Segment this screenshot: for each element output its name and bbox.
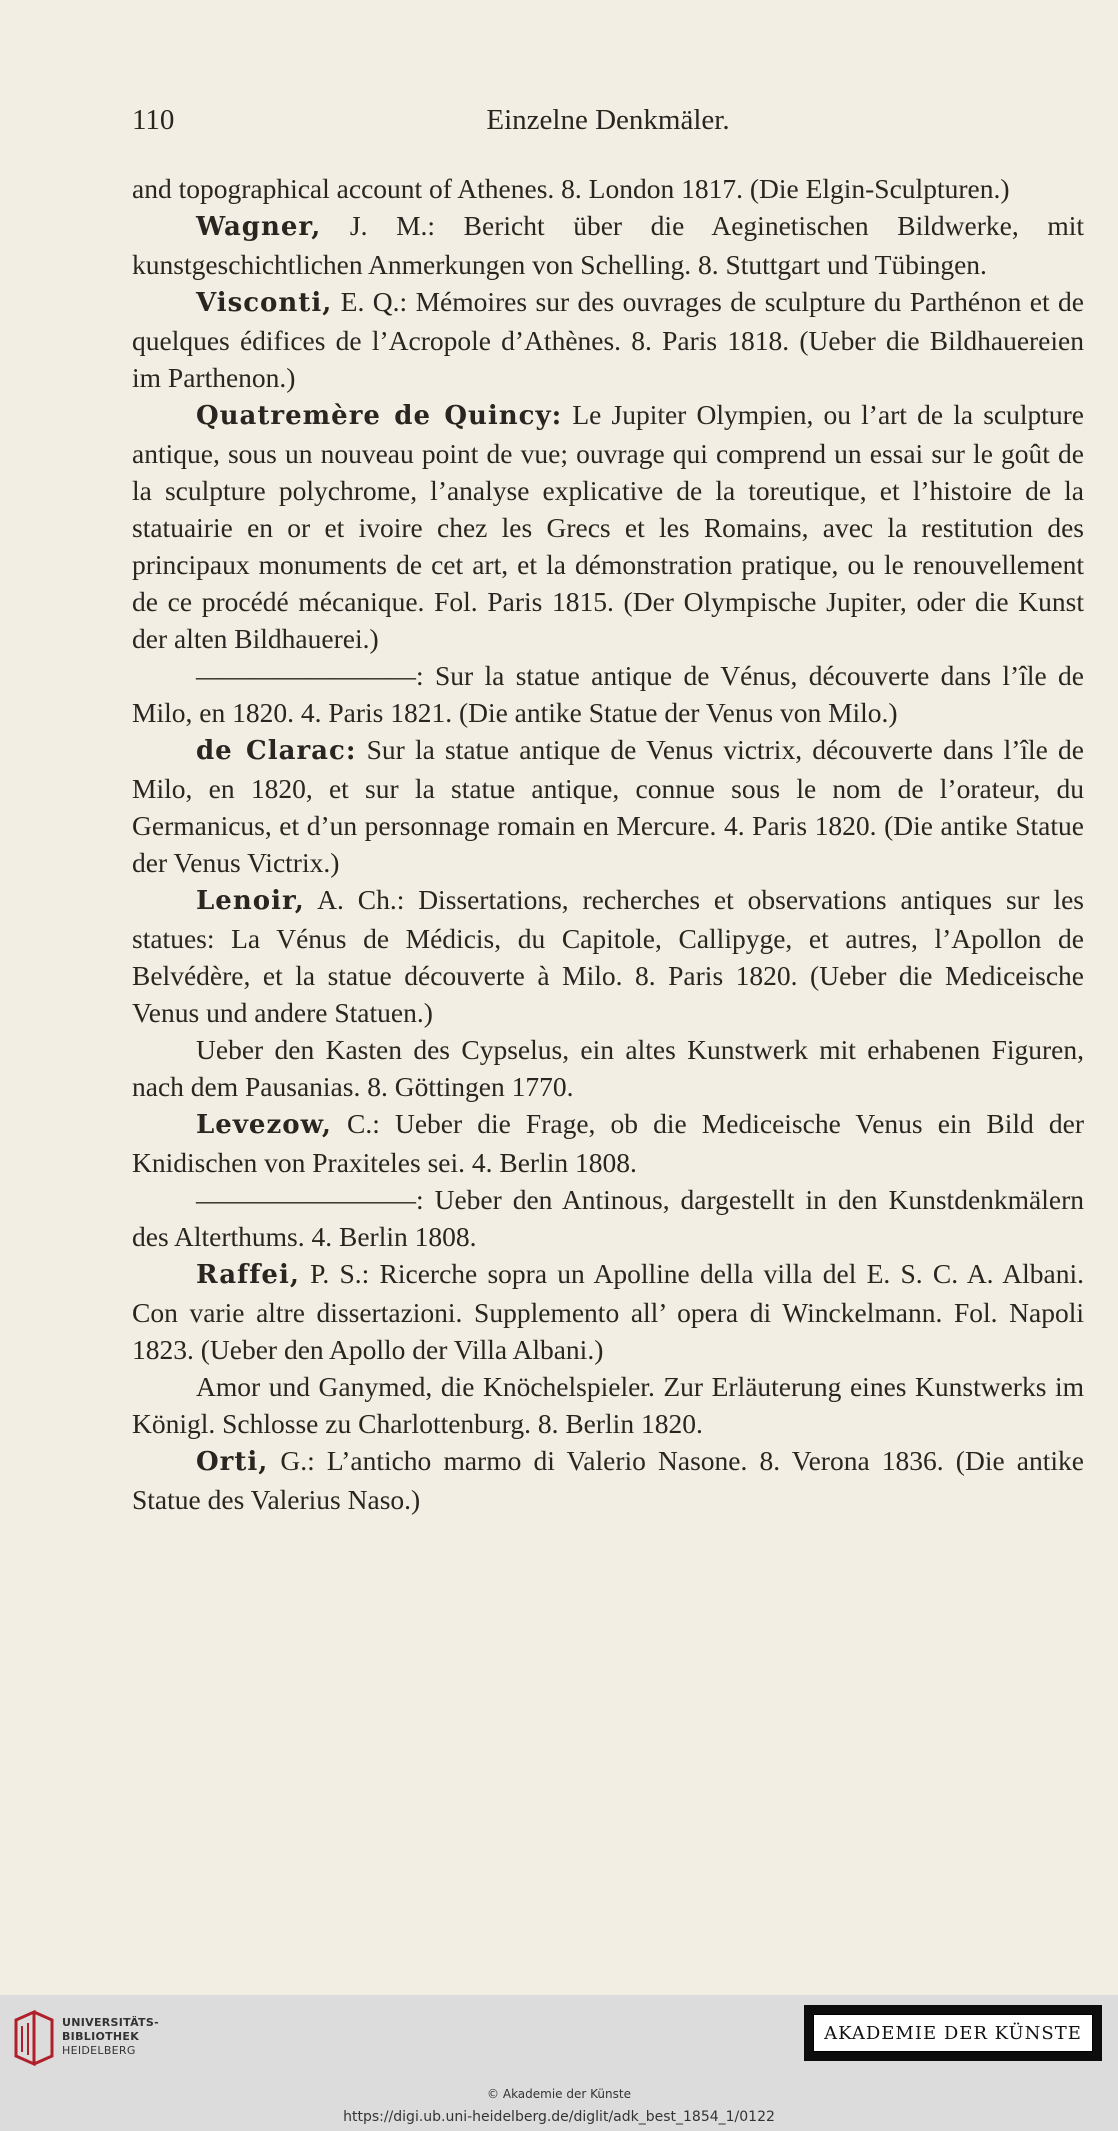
entry (132, 731, 1084, 881)
entry (132, 283, 1084, 396)
entry (132, 1181, 1084, 1255)
entry-author: Levezow, (196, 1110, 332, 1140)
akademie-badge-text: AKADEMIE DER KÜNSTE (813, 2014, 1093, 2052)
entry-text: C.: Ueber die Frage, ob die Mediceische Venus ein Bild der Knidischen von Praxiteles sei. 4. Berlin 1808. (132, 1108, 1084, 1178)
entry: and topographical account of Athenes. 8. London 1817. (Die Elgin-Sculpturen.) (132, 173, 1010, 204)
entry (132, 881, 1084, 1031)
entry (132, 207, 1084, 283)
entry-text: Amor und Ganymed, die Knöchelspieler. Zur Erläuterung eines Kunstwerks im Königl. Schlosse zu Charlottenburg. 8. Berlin 1820. (132, 1371, 1084, 1439)
entry-text: : Ueber den Antinous, dargestellt in den Kunstdenkmälern des Alterthums. 4. Berlin 1808. (132, 1184, 1084, 1252)
entry-text: E. Q.: Mémoires sur des ouvrages de sculpture du Parthénon et de quelques édifices de l’Acropole d’Athènes. 8. Paris 1818. (Ueber die Bildhauereien im Parthenon.) (132, 286, 1084, 393)
library-name: UNIVERSITÄTS- BIBLIOTHEK HEIDELBERG (62, 2016, 159, 2057)
entry (132, 1105, 1084, 1181)
viewer-footer (0, 1995, 1118, 2131)
library-logo-link[interactable] (12, 2008, 162, 2068)
entry-text: Ueber den Kasten des Cypselus, ein altes Kunstwerk mit erhabenen Figuren, nach dem Pausanias. 8. Göttingen 1770. (132, 1034, 1084, 1102)
entry (132, 396, 1084, 657)
ub-heidelberg-logo-icon (12, 2008, 56, 2068)
entry (132, 1368, 1084, 1442)
bibliography-text (132, 170, 1084, 1518)
entry-text: G.: L’anticho marmo di Valerio Nasone. 8. Verona 1836. (Die antike Statue des Valerius Naso.) (132, 1445, 1084, 1515)
entry-author: Orti, (196, 1447, 269, 1477)
entry (132, 657, 1084, 731)
page-number: 110 (132, 104, 175, 136)
ditto-dash: ———————— (196, 660, 416, 691)
entry-text: A. Ch.: Dissertations, recherches et observations antiques sur les statues: La Vénus de Médicis, du Capitole, Callipyge, et autres, l’Apollon de Belvédère, et la statue découverte à Milo. 8. Paris 1820. (Ueber die Mediceische Venus und andere Statuen.) (132, 884, 1084, 1028)
entry-author: Wagner, (196, 212, 322, 242)
entry-author: Raffei, (196, 1260, 300, 1290)
entry-text: Sur la statue antique de Venus victrix, découverte dans l’île de Milo, en 1820, et sur la statue antique, connue sous le nom de l’orateur, du Germanicus, et d’un personnage romain en Mercure. 4. Paris 1820. (Die antike Statue der Venus Victrix.) (132, 734, 1084, 878)
entry-text: Le Jupiter Olympien, ou l’art de la sculpture antique, sous un nouveau point de vue; ouvrage qui comprend un essai sur le goût de la sculpture polychrome, l’analyse explicative de la toreutique, et l’histoire de la statuairie en or et ivoire chez les Grecs et les Romains, avec la restitution des principaux monuments de cet art, et la démonstration pratique, ou le renouvellement de ce procédé mécanique. Fol. Paris 1815. (Der Olympische Jupiter, oder die Kunst der alten Bildhauerei.) (132, 399, 1084, 654)
running-head (132, 104, 1084, 144)
running-title: Einzelne Denkmäler. (486, 104, 730, 136)
ditto-dash: ———————— (196, 1184, 416, 1215)
entry (132, 1031, 1084, 1105)
entry-author: de Clarac: (196, 736, 357, 766)
copyright-notice: © Akademie der Künste (487, 2087, 631, 2101)
entry-text: : Sur la statue antique de Vénus, découverte dans l’île de Milo, en 1820. 4. Paris 1821. (Die antike Statue der Venus von Milo.) (132, 660, 1084, 728)
entry-author: Lenoir, (196, 886, 305, 916)
entry-author: Visconti, (196, 288, 333, 318)
permalink[interactable]: https://digi.ub.uni-heidelberg.de/diglit/adk_best_1854_1/0122 (343, 2109, 775, 2125)
entry (132, 1442, 1084, 1518)
entry (132, 1255, 1084, 1368)
akademie-badge-link[interactable] (804, 2005, 1102, 2061)
entry-text: P. S.: Ricerche sopra un Apolline della villa del E. S. C. A. Albani. Con varie altre dissertazioni. Supplemento all’ opera di Winckelmann. Fol. Napoli 1823. (Ueber den Apollo der Villa Albani.) (132, 1258, 1084, 1365)
entry-text: J. M.: Bericht über die Aeginetischen Bildwerke, mit kunstgeschichtlichen Anmerkungen von Schelling. 8. Stuttgart und Tübingen. (132, 210, 1084, 280)
entry-author: Quatremère de Quincy: (196, 401, 563, 431)
